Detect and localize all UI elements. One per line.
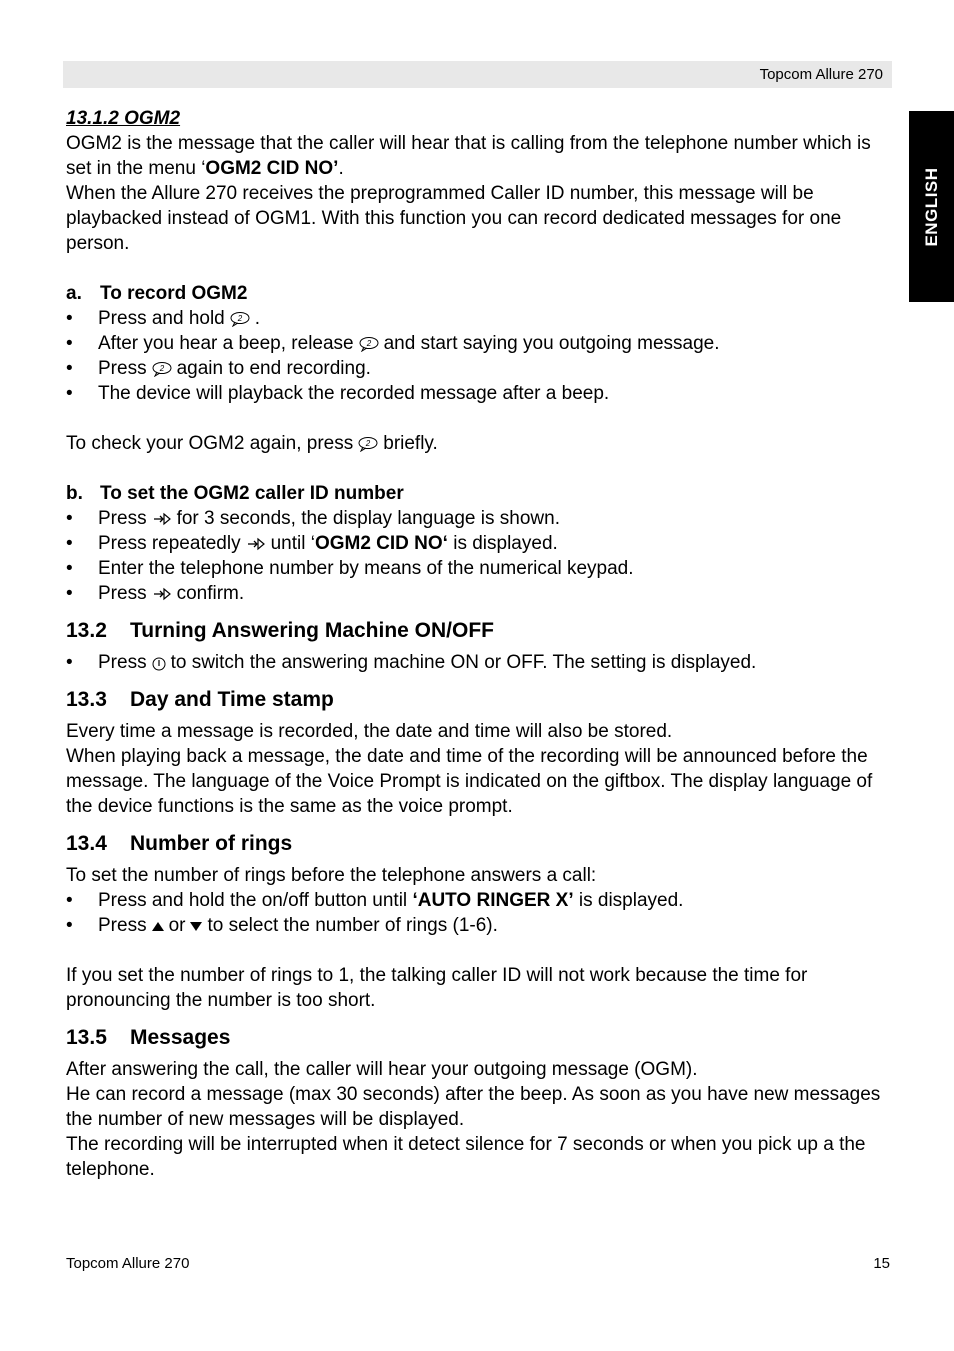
list-item: • Press and hold the on/off button until ‘AUTO RINGER X’ is displayed. xyxy=(66,888,890,913)
section-13-5-p2: He can record a message (max 30 seconds) after the beep. As soon as you have new messages the number of new messages will be displayed. xyxy=(66,1084,881,1130)
ogm2-intro: OGM2 is the message that the caller will hear that is calling from the telephone number which is set in the menu ‘OGM2 CID NO’. xyxy=(66,133,871,179)
language-tab-label: ENGLISH xyxy=(921,166,941,247)
step-b-title: b. To set the OGM2 caller ID number xyxy=(66,483,404,504)
svg-text:2: 2 xyxy=(159,363,164,373)
list-item: • The device will playback the recorded message after a beep. xyxy=(66,381,890,406)
page-header xyxy=(63,61,892,88)
speech-bubble-2-icon xyxy=(151,361,173,377)
triangle-up-icon xyxy=(151,919,165,933)
section-heading-13-2: 13.2 Turning Answering Machine ON/OFF xyxy=(66,619,495,642)
section-heading-13-3: 13.3 Day and Time stamp xyxy=(66,688,334,711)
section-13-3-p1: Every time a message is recorded, the date and time will also be stored. xyxy=(66,721,673,742)
footer-product: Topcom Allure 270 xyxy=(66,1255,190,1272)
section-13-4-list xyxy=(66,888,890,938)
section-13-3-p2: When playing back a message, the date and time of the recording will be announced before the message. The language of the Voice Prompt is indicated on the giftbox. The display language of the device functions is the same as the voice prompt. xyxy=(66,746,873,817)
list-item: • Enter the telephone number by means of the numerical keypad. xyxy=(66,556,890,581)
step-a-title: a. To record OGM2 xyxy=(66,283,248,304)
step-a-list xyxy=(66,306,890,406)
section-heading-13-4: 13.4 Number of rings xyxy=(66,832,293,855)
section-13-2-list xyxy=(66,650,890,675)
menu-arrow-icon xyxy=(151,511,173,527)
section-13-4-p2: If you set the number of rings to 1, the talking caller ID will not work because the time for pronouncing the number is too short. xyxy=(66,965,808,1011)
list-item: • Press repeatedly until ‘OGM2 CID NO‘ is displayed. xyxy=(66,531,890,556)
check-ogm2-text: To check your OGM2 again, press 2 briefly. xyxy=(66,433,438,454)
svg-text:2: 2 xyxy=(366,338,371,348)
list-item: • After you hear a beep, release 2 and start saying you outgoing message. xyxy=(66,331,890,356)
list-item: • Press to switch the answering machine ON or OFF. The setting is displayed. xyxy=(66,650,890,675)
svg-text:2: 2 xyxy=(366,438,371,448)
list-item: • Press or to select the number of rings (1-6). xyxy=(66,913,890,938)
section-13-5-p1: After answering the call, the caller will hear your outgoing message (OGM). xyxy=(66,1059,698,1080)
section-13-5-p3: The recording will be interrupted when it detect silence for 7 seconds or when you pick up a the telephone. xyxy=(66,1134,866,1180)
list-item: • Press 2 again to end recording. xyxy=(66,356,890,381)
language-tab xyxy=(909,111,954,302)
power-icon xyxy=(151,655,167,671)
header-product: Topcom Allure 270 xyxy=(759,66,883,83)
page-number: 15 xyxy=(873,1255,890,1272)
list-item: • Press and hold 2 . xyxy=(66,306,890,331)
ogm2-description: When the Allure 270 receives the preprogrammed Caller ID number, this message will be playbacked instead of OGM1. With this function you can record dedicated messages for one person. xyxy=(66,183,842,254)
page-content xyxy=(66,106,890,1182)
speech-bubble-2-icon xyxy=(357,436,379,452)
speech-bubble-2-icon xyxy=(358,336,380,352)
section-13-4-p1: To set the number of rings before the telephone answers a call: xyxy=(66,865,597,886)
subsection-title-ogm2: 13.1.2 OGM2 xyxy=(66,108,181,129)
step-b-list xyxy=(66,506,890,606)
menu-arrow-icon xyxy=(151,586,173,602)
speech-bubble-2-icon xyxy=(229,311,251,327)
list-item: • Press confirm. xyxy=(66,581,890,606)
menu-arrow-icon xyxy=(245,536,267,552)
list-item: • Press for 3 seconds, the display language is shown. xyxy=(66,506,890,531)
triangle-down-icon xyxy=(189,919,203,933)
section-heading-13-5: 13.5 Messages xyxy=(66,1026,231,1049)
svg-text:2: 2 xyxy=(237,313,242,323)
